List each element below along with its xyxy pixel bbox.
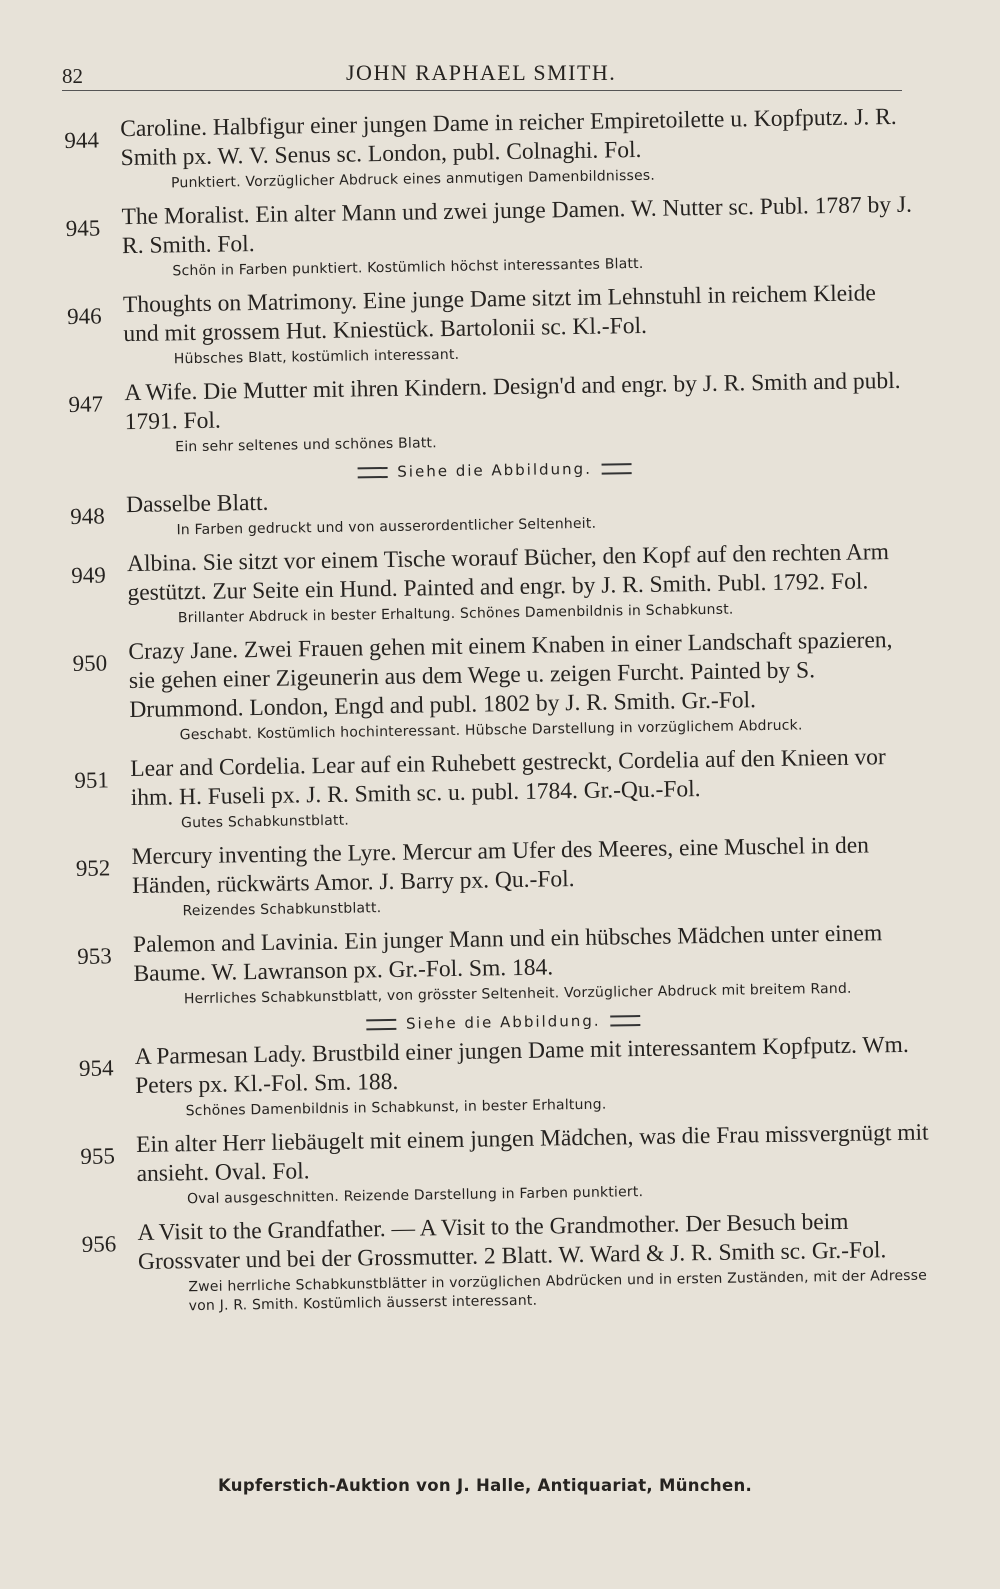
catalog-entry — [72, 626, 924, 747]
entry-number: 948 — [70, 503, 105, 529]
entry-description: Dasselbe Blatt. — [125, 489, 269, 519]
entry-note: Gutes Schabkunstblatt. — [180, 812, 350, 832]
double-rule-left — [357, 467, 387, 478]
entry-number: 954 — [78, 1055, 114, 1081]
entry-number: 944 — [64, 127, 100, 153]
entry-note: Schönes Damenbildnis in Schabkunst, in bester Erhaltung. — [185, 1096, 607, 1120]
entry-description: A Wife. Die Mutter mit ihren Kindern. Design'd and engr. by J. R. Smith and publ. 1791. Fol. — [124, 367, 901, 436]
entry-number: 950 — [72, 650, 108, 676]
catalog-entry — [74, 743, 925, 835]
entry-note: Hübsches Blatt, kostümlich interessant. — [173, 346, 460, 368]
illustration-reference-label: Siehe die Abbildung. — [397, 459, 593, 481]
footer: Kupferstich-Auktion von J. Halle, Antiquariat, München. — [218, 1476, 753, 1495]
entry-description: Ein alter Herr liebäugelt mit einem jungen Mädchen, was die Frau missvergnügt mit ansieht. Oval. Fol. — [135, 1119, 929, 1187]
page-number: 82 — [62, 64, 83, 88]
catalog-entry — [67, 279, 918, 371]
header-rule — [62, 90, 902, 91]
entry-note: Schön in Farben punktiert. Kostümlich höchst interessantes Blatt. — [172, 255, 644, 280]
running-title: JOHN RAPHAEL SMITH. — [346, 60, 617, 85]
entry-description: A Visit to the Grandfather. — A Visit to the Grandmother. Der Besuch beim Grossvater und bei der Grossmutter. 2 Blatt. W. Ward & J. R. Smith sc. Gr.-Fol. — [137, 1208, 887, 1275]
entry-description: Crazy Jane. Zwei Frauen gehen mit einem Knaben in einer Landschaft spazieren, sie gehen einer Zigeunerin aus dem Wege u. zeigen Furcht. Painted by S. Drummond. London, Engd and publ. 1802 by J. R. Smith. Gr.-Fol. — [128, 627, 893, 724]
entry-note: Ein sehr seltenes und schönes Blatt. — [175, 435, 437, 456]
catalog-entry — [64, 103, 915, 195]
entry-note: Punktiert. Vorzüglicher Abdruck eines anmutigen Damenbildnisses. — [170, 167, 656, 192]
entry-description: Palemon and Lavinia. Ein junger Mann und ein hübsches Mädchen unter einem Baume. W. Lawranson px. Gr.-Fol. Sm. 184. — [132, 920, 883, 988]
entry-description: Mercury inventing the Lyre. Mercur am Ufer des Meeres, eine Muschel in den Händen, rückwärts Amor. J. Barry px. Qu.-Fol. — [131, 832, 870, 900]
entry-description: A Parmesan Lady. Brustbild einer jungen Dame mit interessantem Kopfputz. Wm. Peters px. Kl.-Fol. Sm. 188. — [134, 1031, 909, 1099]
catalog-entry — [71, 538, 922, 630]
entry-note: Zwei herrliche Schabkunstblätter in vorzüglichen Abdrücken und in ersten Zuständen, mit der Adresse von J. R. Smith. Kostümlich äusserst interessant. — [188, 1267, 928, 1315]
entry-note: Geschabt. Kostümlich hochinteressant. Hübsche Darstellung in vorzüglichem Abdruck. — [179, 717, 803, 744]
entry-number: 952 — [75, 855, 111, 881]
entry-description: Albina. Sie sitzt vor einem Tische worauf Bücher, den Kopf auf den rechten Arm gestützt. Zur Seite ein Hund. Painted and engr. by J. R. Smith. Publ. 1792. Fol. — [126, 539, 890, 607]
catalog-entry — [81, 1207, 932, 1318]
entry-number: 951 — [74, 767, 110, 793]
entry-note: In Farben gedruckt und von ausserordentlicher Seltenheit. — [176, 515, 597, 539]
entry-description: Lear and Cordelia. Lear auf ein Ruhebett gestreckt, Cordelia auf den Knieen vor ihm. H. Fuseli px. J. R. Smith sc. u. publ. 1784. Gr.-Qu.-Fol. — [130, 744, 886, 812]
entry-number: 947 — [68, 391, 104, 417]
entry-number: 953 — [77, 943, 112, 969]
double-rule-left — [366, 1019, 396, 1030]
entry-note: Oval ausgeschnitten. Reizende Darstellung in Farben punktiert. — [186, 1184, 644, 1208]
entry-description: Thoughts on Matrimony. Eine junge Dame sitzt im Lehnstuhl in reichem Kleide und mit grossem Hut. Kniestück. Bartolonii sc. Kl.-Fol. — [122, 280, 877, 348]
entry-number: 955 — [80, 1143, 116, 1169]
entry-description: The Moralist. Ein alter Mann und zwei junge Damen. W. Nutter sc. Publ. 1787 by J. R. Smith. Fol. — [121, 191, 913, 260]
double-rule-right — [610, 1015, 640, 1026]
double-rule-right — [602, 463, 632, 474]
catalog-entry — [68, 367, 919, 459]
entry-number: 945 — [65, 215, 101, 241]
entry-number: 956 — [81, 1231, 117, 1257]
catalog-entry — [65, 191, 916, 283]
catalog-entries — [64, 103, 933, 1327]
running-header — [62, 58, 902, 94]
catalog-entry — [80, 1119, 931, 1211]
entry-description: Caroline. Halbfigur einer jungen Dame in reicher Empiretoilette u. Kopfputz. J. R. Smith px. W. V. Senus sc. London, publ. Colnaghi. Fol. — [120, 103, 897, 172]
catalog-entry — [79, 1031, 930, 1123]
entry-note: Brillanter Abdruck in bester Erhaltung. Schönes Damenbildnis in Schabkunst. — [177, 601, 734, 627]
entry-note: Herrliches Schabkunstblatt, von grösster Seltenheit. Vorzüglicher Abdruck mit breitem Rand. — [183, 980, 852, 1008]
catalog-entry — [77, 919, 928, 1011]
entry-note: Reizendes Schabkunstblatt. — [182, 900, 382, 920]
entry-number: 949 — [71, 562, 106, 588]
entry-number: 946 — [66, 303, 102, 329]
catalog-entry — [70, 479, 921, 542]
catalog-entry — [75, 831, 926, 923]
illustration-reference-label: Siehe die Abbildung. — [405, 1011, 601, 1033]
